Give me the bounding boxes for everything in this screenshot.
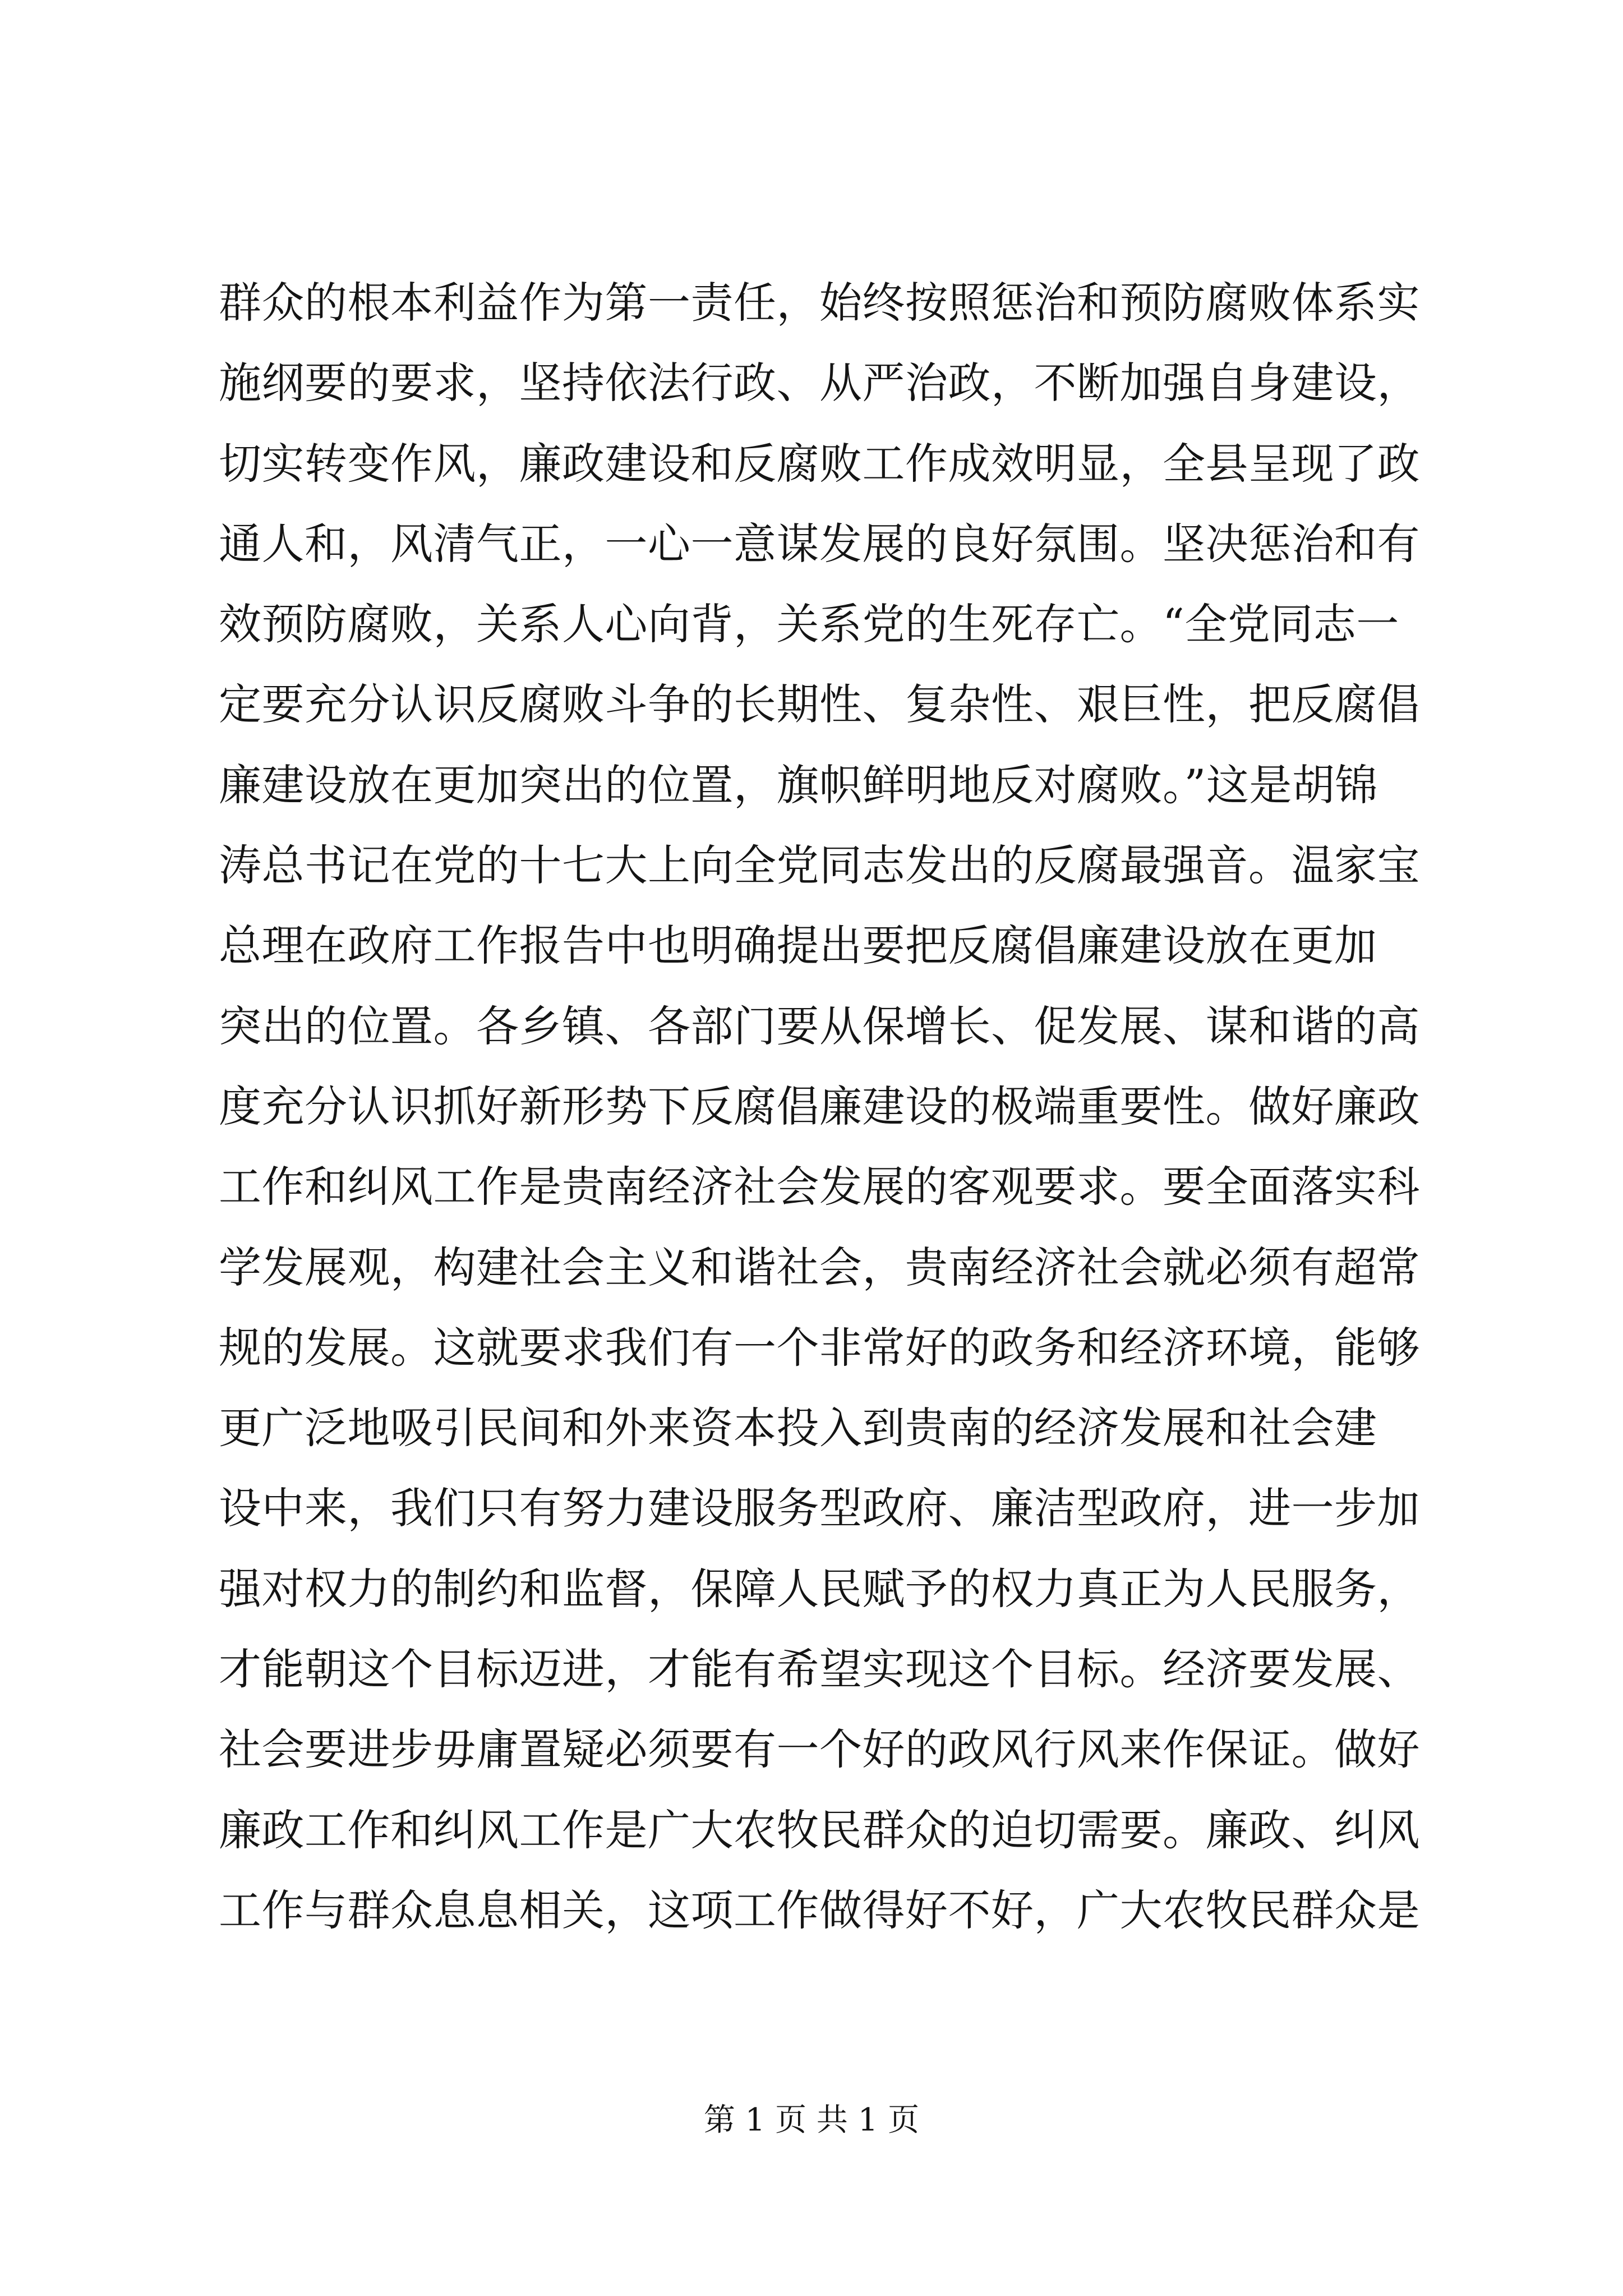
text-line: 才能朝这个目标迈进，才能有希望实现这个目标。经济要发展、 <box>219 1644 1420 1695</box>
text-line: 工作与群众息息相关，这项工作做得好不好，广大农牧民群众是 <box>219 1885 1420 1935</box>
text-line: 总理在政府工作报告中也明确提出要把反腐倡廉建设放在更加 <box>219 921 1377 971</box>
text-line: 突出的位置。各乡镇、各部门要从保增长、促发展、谋和谐的高 <box>219 1001 1420 1051</box>
text-line: 设中来，我们只有努力建设服务型政府、廉洁型政府，进一步加 <box>219 1483 1420 1534</box>
text-line: 施纲要的要求，坚持依法行政、从严治政，不断加强自身建设， <box>219 358 1420 408</box>
text-line: 廉建设放在更加突出的位置，旗帜鲜明地反对腐败。”这是胡锦 <box>219 760 1378 810</box>
text-line: 效预防腐败，关系人心向背，关系党的生死存亡。“全党同志一 <box>219 599 1399 650</box>
text-line: 强对权力的制约和监督，保障人民赋予的权力真正为人民服务， <box>219 1563 1420 1614</box>
text-line: 学发展观，构建社会主义和谐社会，贵南经济社会就必须有超常 <box>219 1242 1420 1292</box>
page-footer <box>0 2098 1623 2143</box>
text-line: 切实转变作风，廉政建设和反腐败工作成效明显，全县呈现了政 <box>219 438 1420 489</box>
body-text <box>219 263 1430 1950</box>
text-line: 群众的根本利益作为第一责任，始终按照惩治和预防腐败体系实 <box>219 278 1420 328</box>
text-line: 度充分认识抓好新形势下反腐倡廉建设的极端重要性。做好廉政 <box>219 1081 1420 1131</box>
text-line: 廉政工作和纠风工作是广大农牧民群众的迫切需要。廉政、纠风 <box>219 1805 1420 1855</box>
text-line: 定要充分认识反腐败斗争的长期性、复杂性、艰巨性，把反腐倡 <box>219 679 1420 730</box>
text-line: 规的发展。这就要求我们有一个非常好的政务和经济环境，能够 <box>219 1322 1420 1373</box>
text-line: 工作和纠风工作是贵南经济社会发展的客观要求。要全面落实科 <box>219 1162 1420 1212</box>
text-line: 更广泛地吸引民间和外来资本投入到贵南的经济发展和社会建 <box>219 1403 1377 1453</box>
text-line: 社会要进步毋庸置疑必须要有一个好的政风行风来作保证。做好 <box>219 1724 1420 1775</box>
page-number-label: 第 1 页 共 1 页 <box>703 2102 920 2138</box>
text-line: 通人和，风清气正，一心一意谋发展的良好氛围。坚决惩治和有 <box>219 518 1420 569</box>
text-line: 涛总书记在党的十七大上向全党同志发出的反腐最强音。温家宝 <box>219 840 1420 891</box>
